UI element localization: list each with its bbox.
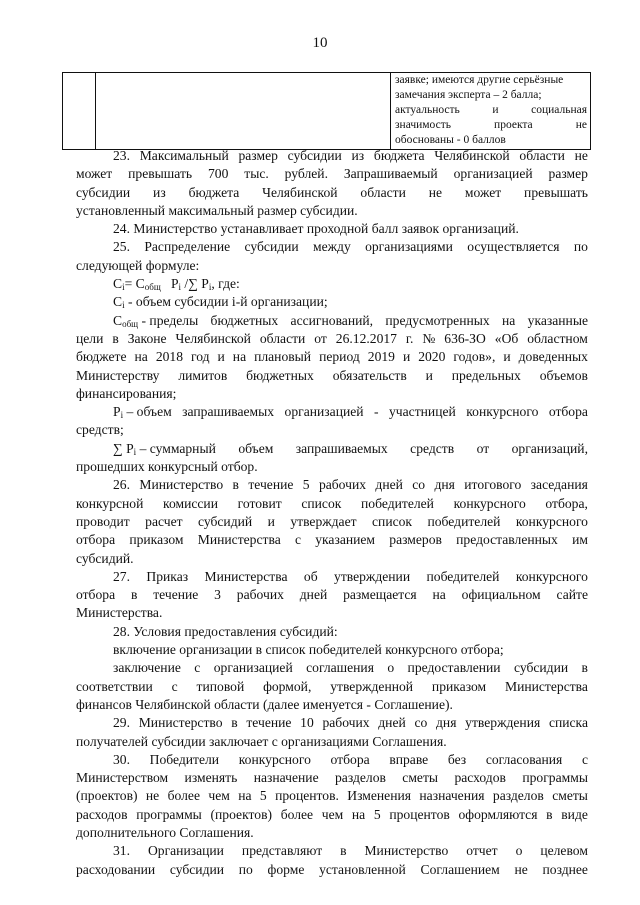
text-line: получателей субсидии заключает с организациями Соглашения. [76,733,447,749]
text-line: 26. Министерство в течение 5 рабочих дней со дня итогового заседания [113,477,588,493]
text-line: расходовании субсидии по форме установленной Соглашением не позднее [76,861,588,877]
document-body [76,147,588,879]
paragraph-31 [76,842,588,879]
text-line: установленный максимальный размер субсидии. [76,202,358,218]
text-line: заявке; имеются другие серьёзные [395,74,564,86]
text-line: 29. Министерство в течение 10 рабочих дней со дня утверждения списка [113,715,588,731]
paragraph-29 [76,714,588,751]
text-line: субсидий. [76,550,134,566]
page-number: 10 [312,35,328,51]
paragraph-26 [76,476,588,567]
text-line: 31. Организации представляют в Министерство отчет о целевом [113,843,588,859]
text-line: замечания эксперта – 2 балла; [395,89,542,101]
text-line: Министерства. [76,605,163,621]
definition-sum [76,440,588,477]
text-line: следующей формуле: [76,257,200,273]
definition-pi [76,403,588,440]
definition-sum-first-line: ∑ $P_i$ – суммарный объем запрашиваемых средств от организаций, [113,440,588,457]
paragraph-28-condition-2 [76,659,588,714]
text-line: финансирования; [76,385,177,401]
paragraph-30 [76,751,588,842]
paragraph-24: 24. Министерство устанавливает проходной балл заявок организаций. [113,221,519,237]
text-line: субсидии из бюджета Челябинской области не может превышать [76,184,588,200]
text-line: соответствии с типовой формой, утвержденной приказом Министерства [76,678,588,694]
paragraph-23 [76,147,588,220]
definition-ci: $C_i$ - объем субсидии i-й организации; [113,294,328,311]
text-line: обоснованы - 0 баллов [395,134,506,146]
definition-cobsh-first-line: $C_{общ}$ - пределы бюджетных ассигнований, предусмотренных на указанные [113,312,588,329]
paragraph-27 [76,568,588,623]
paragraph-25 [76,238,588,275]
text-line: актуальность и социальная [395,104,587,116]
scoring-text [391,73,590,149]
definition-cobsh [76,312,588,403]
text-line: (проектов) не более чем на 5 процентов. Изменения назначения разделов сметы [76,788,588,804]
text-line: дополнительного Соглашения. [76,824,254,840]
text-line: 25. Распределение субсидии между организациями осуществляется по [113,239,588,255]
table-row [63,73,591,150]
criteria-table [62,72,591,150]
table-cell-criterion [96,73,391,150]
table-cell-number [63,73,96,150]
definition-cobsh-lines [76,330,588,403]
text-line: проводит расчет субсидий и утверждает список победителей конкурсного [76,513,588,529]
text-line: расходов программы (проектов) более чем на 5 процентов оформляются в виде [76,806,588,822]
text-line: 23. Максимальный размер субсидии из бюджета Челябинской области не [113,148,588,163]
paragraph-28-condition-1: включение организации в список победителей конкурсного отбора; [113,642,504,658]
text-line: финансов Челябинской области (далее именуется - Соглашение). [76,696,453,712]
text-line: значимость проекта не [395,119,587,131]
text-line: может превышать 700 тыс. рублей. Запрашиваемый организацией размер [76,166,588,182]
table-cell-scoring [391,73,591,150]
definition-pi-first-line: $P_i$ – объем запрашиваемых организацией - участницей конкурсного отбора [113,404,588,421]
paragraph-28: 28. Условия предоставления субсидий: [113,623,338,639]
text-line: 27. Приказ Министерства об утверждении победителей конкурсного [113,568,588,584]
text-line: цели в Законе Челябинской области от 26.12.2017 г. № 636-ЗО «Об областном [76,330,588,346]
definition-pi-last-line: средств; [76,422,124,438]
text-line: конкурсной комиссии готовит список победителей конкурсного отбора, [76,495,588,511]
text-line: 30. Победители конкурсного отбора вправе без согласования с [113,751,588,767]
text-line: Министерству лимитов бюджетных обязательств и предельных объемов [76,367,588,383]
text-line: отбора приказом Министерства с указанием размеров предоставленных им [76,532,588,548]
text-line: заключение с организацией соглашения о предоставлении субсидии в [113,660,588,676]
text-line: отбора в течение 3 рабочих дней размещается на официальном сайте [76,587,588,603]
distribution-formula: $C_i= C_{общ}$ $P_i$ /∑ $P_i$, где: [113,276,240,293]
definition-sum-last-line: прошедших конкурсный отбор. [76,459,258,475]
text-line: Министерством изменять назначение разделов сметы расходов программы [76,770,588,786]
text-line: бюджете на 2018 год и на плановый период 2019 и 2020 годов», и доведенных [76,349,588,365]
